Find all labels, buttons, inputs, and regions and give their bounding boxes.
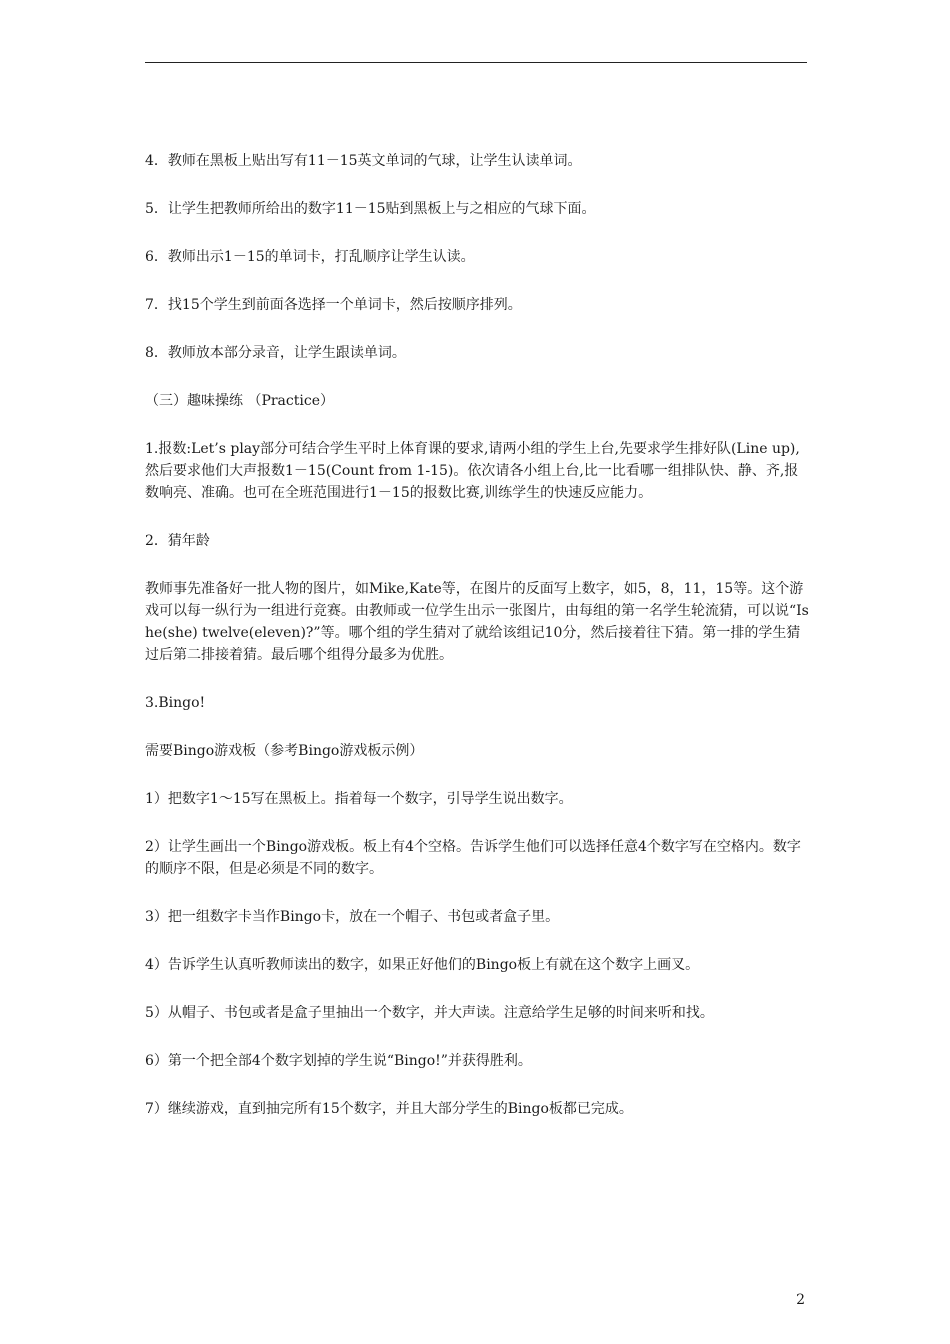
paragraph-step-6: 6．教师出示1－15的单词卡，打乱顺序让学生认读。 [145,249,475,265]
paragraph-bingo-intro: 需要Bingo游戏板（参考Bingo游戏板示例） [145,743,424,759]
bingo-step-3: 3）把一组数字卡当作Bingo卡，放在一个帽子、书包或者盒子里。 [145,909,560,925]
bingo-step-5: 5）从帽子、书包或者是盒子里抽出一个数字，并大声读。注意给学生足够的时间来听和找。 [145,1005,714,1021]
document-body [145,150,809,1146]
bingo-step-7: 7）继续游戏，直到抽完所有15个数字，并且大部分学生的Bingo板都已完成。 [145,1101,633,1117]
paragraph-counting: 1.报数:Let’s play部分可结合学生平时上体育课的要求,请两小组的学生上台,先要求学生排好队(Line up),然后要求他们大声报数1－15(Count from 1-15)。依次请各小组上台,比一比看哪一组排队快、静、齐,报数响亮、准确。也可在全班范围进行1－15的报数比赛,训练学生的快速反应能力。 [145,441,800,501]
bingo-step-2: 2）让学生画出一个Bingo游戏板。板上有4个空格。告诉学生他们可以选择任意4个数字写在空格内。数字的顺序不限，但是必须是不同的数字。 [145,839,801,877]
paragraph-guess-age: 教师事先准备好一批人物的图片，如Mike,Kate等，在图片的反面写上数字，如5，8，11，15等。这个游戏可以每一纵行为一组进行竞赛。由教师或一位学生出示一张图片，由每组的第一名学生轮流猜，可以说“Is he(she) twelve(eleven)?”等。哪个组的学生猜对了就给该组记10分，然后接着往下猜。第一排的学生猜过后第二排接着猜。最后哪个组得分最多为优胜。 [145,581,809,663]
bingo-step-4: 4）告诉学生认真听教师读出的数字，如果正好他们的Bingo板上有就在这个数字上画叉。 [145,957,700,973]
section-heading-practice: （三）趣味操练 （Practice） [145,393,334,409]
bingo-step-1: 1）把数字1～15写在黑板上。指着每一个数字，引导学生说出数字。 [145,791,573,807]
subheading-bingo: 3.Bingo! [145,695,206,711]
header-rule [145,62,807,63]
paragraph-step-4: 4．教师在黑板上贴出写有11－15英文单词的气球，让学生认读单词。 [145,153,582,169]
paragraph-step-8: 8．教师放本部分录音，让学生跟读单词。 [145,345,406,361]
page-number: 2 [796,1292,805,1308]
paragraph-step-5: 5．让学生把教师所给出的数字11－15贴到黑板上与之相应的气球下面。 [145,201,596,217]
bingo-step-6: 6）第一个把全部4个数字划掉的学生说“Bingo!”并获得胜利。 [145,1053,532,1069]
subheading-guess-age: 2．猜年龄 [145,533,210,549]
paragraph-step-7: 7．找15个学生到前面各选择一个单词卡，然后按顺序排列。 [145,297,522,313]
